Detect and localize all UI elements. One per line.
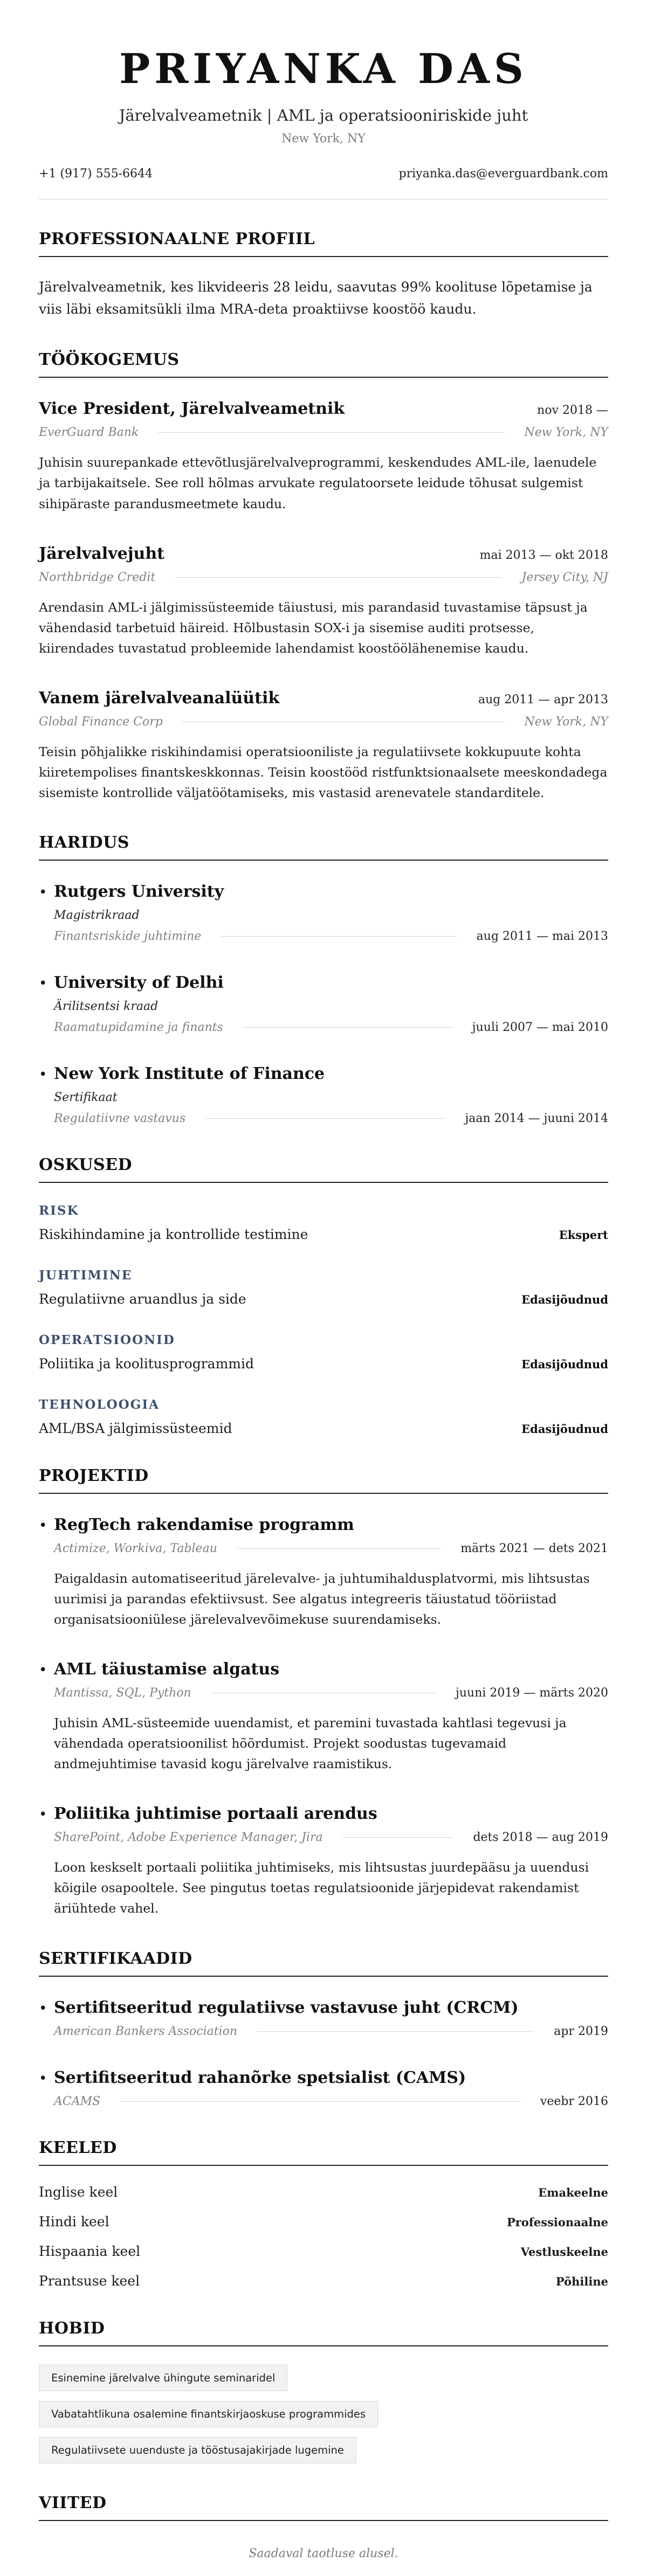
- language-name: Hindi keel: [39, 2213, 109, 2229]
- hobby-tag: Vabatahtlikuna osalemine finantskirjaoskuse programmides: [39, 2401, 378, 2427]
- certification-title: Sertifitseeritud regulatiivse vastavuse juht (CRCM): [54, 1998, 519, 2017]
- degree: Magistrikraad: [54, 908, 140, 922]
- bullet-icon: •: [39, 1517, 47, 1534]
- bullet-icon: •: [39, 1662, 47, 1679]
- project-entry: [39, 1515, 608, 1630]
- candidate-location: New York, NY: [281, 132, 366, 146]
- leader-line: [342, 1837, 454, 1838]
- job-company: Global Finance Corp: [39, 715, 163, 729]
- skill-level: Ekspert: [559, 1228, 608, 1242]
- skill-name: AML/BSA jälgimissüsteemid: [39, 1420, 232, 1436]
- project-entry: [39, 1804, 608, 1919]
- language-level: Vestluskeelne: [520, 2245, 608, 2259]
- certification-entry: [39, 2068, 608, 2108]
- references-text: Saadaval taotluse alusel.: [249, 2546, 398, 2560]
- skill-name: Riskihindamine ja kontrollide testimine: [39, 1226, 308, 1242]
- language-name: Prantsuse keel: [39, 2273, 140, 2289]
- section-heading: HARIDUS: [39, 833, 608, 861]
- section-heading: SERTIFIKAADID: [39, 1949, 608, 1977]
- projects-section: [39, 1466, 608, 1919]
- certification-date: veebr 2016: [540, 2094, 608, 2108]
- project-entry: [39, 1660, 608, 1774]
- school-name: New York Institute of Finance: [54, 1064, 325, 1083]
- leader-line: [175, 577, 502, 578]
- project-description: Loon keskselt portaali poliitika juhtimiseks, mis lihtsustas juurdepääsu ja uuendusi kõigile osapooltele. See pingutus toetas regulatsioonide järjepidevat rakendamist äriühtede vahel.: [54, 1860, 589, 1916]
- profile-text: Järelvalveametnik, kes likvideeris 28 leidu, saavutas 99% koolituse lõpetamise ja viis läbi eksamitsükli ilma MRA-deta proaktiivse koostöö kaudu.: [39, 279, 593, 317]
- school-name: Rutgers University: [54, 882, 224, 901]
- education-section: [39, 833, 608, 1125]
- skill-group: [39, 1333, 608, 1372]
- leader-line: [221, 936, 457, 937]
- skill-level: Edasijõudnud: [521, 1357, 608, 1371]
- job-entry: [39, 689, 608, 803]
- certification-entry: [39, 1998, 608, 2038]
- language-row: [39, 2214, 608, 2229]
- job-description: Juhisin suurepankade ettevõtlusjärelvalveprogrammi, keskendudes AML-ile, laenudele ja tarbijakaitsele. See roll hõlmas arvukate regulatoorsete leidude tõhusat sulgemist sihipäraste parandusmeetmete kaudu.: [39, 455, 597, 511]
- bullet-icon: •: [39, 2000, 47, 2017]
- skill-category: TEHNOLOOGIA: [39, 1397, 160, 1412]
- skill-category: JUHTIMINE: [39, 1268, 133, 1283]
- skill-group: [39, 1268, 608, 1307]
- education-entry: [39, 973, 608, 1034]
- section-heading: VIITED: [39, 2494, 608, 2521]
- skills-section: [39, 1155, 608, 1436]
- skill-name: Poliitika ja koolitusprogrammid: [39, 1355, 254, 1372]
- hobby-list: [39, 2365, 608, 2463]
- section-heading: KEELED: [39, 2138, 608, 2166]
- references-section: [39, 2494, 608, 2560]
- field-of-study: Raamatupidamine ja finants: [54, 1020, 223, 1034]
- field-of-study: Regulatiivne vastavus: [54, 1111, 186, 1125]
- bullet-icon: •: [39, 1066, 47, 1083]
- hobbies-section: [39, 2319, 608, 2463]
- certification-issuer: ACAMS: [54, 2094, 101, 2108]
- section-heading: TÖÖKOGEMUS: [39, 350, 608, 378]
- bullet-icon: •: [39, 1806, 47, 1823]
- candidate-title: Järelvalveametnik | AML ja operatsiooniriskide juht: [119, 106, 528, 125]
- certification-title: Sertifitseeritud rahanõrke spetsialist (CAMS): [54, 2068, 466, 2087]
- project-tools: Actimize, Workiva, Tableau: [54, 1541, 217, 1555]
- education-dates: aug 2011 — mai 2013: [476, 929, 608, 943]
- language-level: Professionaalne: [507, 2215, 608, 2229]
- language-row: [39, 2243, 608, 2259]
- language-level: Põhiline: [555, 2274, 608, 2288]
- project-dates: märts 2021 — dets 2021: [460, 1541, 608, 1555]
- language-row: [39, 2273, 608, 2289]
- leader-line: [158, 432, 505, 433]
- certification-issuer: American Bankers Association: [54, 2024, 238, 2038]
- experience-section: [39, 350, 608, 803]
- section-heading: HOBID: [39, 2319, 608, 2346]
- skill-group: [39, 1203, 608, 1242]
- degree: Sertifikaat: [54, 1090, 118, 1104]
- language-row: [39, 2184, 608, 2200]
- job-description: Arendasin AML-i jälgimissüsteemide täiustusi, mis parandasid tuvastamise täpsust ja vähendasid tarbetuid häireid. Hõlbustasin SOX-i ja sisemise auditi protsesse, kiirendades tuvastatud probleemide lahendamist koostöölähenemise kaudu.: [39, 599, 588, 656]
- language-list: [39, 2184, 608, 2289]
- leader-line: [257, 2031, 534, 2032]
- leader-line: [243, 1027, 453, 1028]
- job-location: New York, NY: [524, 715, 608, 729]
- job-entry: [39, 399, 608, 514]
- language-name: Hispaania keel: [39, 2243, 141, 2259]
- project-dates: juuni 2019 — märts 2020: [456, 1686, 608, 1700]
- leader-line: [120, 2101, 521, 2102]
- skill-level: Edasijõudnud: [521, 1422, 608, 1436]
- leader-line: [205, 1118, 445, 1119]
- school-name: University of Delhi: [54, 973, 224, 992]
- project-title: AML täiustamise algatus: [54, 1660, 280, 1679]
- profile-section: [39, 230, 608, 320]
- project-description: Paigaldasin automatiseeritud järelevalve- ja juhtumihaldusplatvormi, mis lihtsustas uurimisi ja parandas efektiivsust. See algatus integreeris täiustatud tööriistad organisatsiooniülese järelevalvevõimekuse suurendamiseks.: [54, 1570, 590, 1628]
- degree: Ärilitsentsi kraad: [54, 999, 159, 1013]
- section-heading: PROJEKTID: [39, 1466, 608, 1494]
- job-dates: aug 2011 — apr 2013: [478, 693, 608, 707]
- hobby-tag: Esinemine järelvalve ühingute seminaridel: [39, 2365, 287, 2391]
- education-entry: [39, 882, 608, 943]
- section-heading: PROFESSIONAALNE PROFIIL: [39, 230, 608, 257]
- education-dates: jaan 2014 — juuni 2014: [465, 1111, 608, 1125]
- job-title: Vice President, Järelvalveametnik: [39, 399, 345, 419]
- job-title: Järelvalvejuht: [39, 544, 165, 563]
- skill-category: OPERATSIOONID: [39, 1332, 175, 1347]
- job-title: Vanem järelvalveanalüütik: [39, 688, 280, 708]
- candidate-name: PRIYANKA DAS: [119, 45, 528, 93]
- bullet-icon: •: [39, 884, 47, 901]
- field-of-study: Finantsriskide juhtimine: [54, 929, 202, 943]
- job-location: New York, NY: [524, 426, 608, 440]
- job-dates: nov 2018 —: [537, 404, 608, 418]
- project-description: Juhisin AML-süsteemide uuendamist, et paremini tuvastada kahtlasi tegevusi ja vähendada operatsioonilist hõõrdumist. Projekt soodustas tugevamaid andmejuhtimise tavasid kogu järelvalve raamistikus.: [54, 1715, 567, 1772]
- skill-name: Regulatiivne aruandlus ja side: [39, 1291, 246, 1307]
- languages-section: [39, 2138, 608, 2289]
- language-name: Inglise keel: [39, 2184, 118, 2200]
- project-tools: Mantissa, SQL, Python: [54, 1686, 191, 1700]
- job-company: EverGuard Bank: [39, 426, 139, 440]
- bullet-icon: •: [39, 975, 47, 992]
- job-company: Northbridge Credit: [39, 570, 156, 584]
- contact-row: [39, 167, 608, 199]
- education-dates: juuli 2007 — mai 2010: [472, 1020, 608, 1034]
- job-location: Jersey City, NJ: [521, 570, 608, 584]
- certification-date: apr 2019: [554, 2024, 608, 2038]
- skill-category: RISK: [39, 1203, 79, 1218]
- education-entry: [39, 1064, 608, 1125]
- language-level: Emakeelne: [538, 2185, 608, 2199]
- job-description: Teisin põhjalikke riskihindamisi operatsiooniliste ja regulatiivsete kokkupuute kohta kiiretempolises finantskeskkonnas. Teisin koostööd ristfunktsionaalsete meeskondadega sisemiste kontrollide väljatöötamiseks, mis vastasid arenevatele standarditele.: [39, 744, 608, 800]
- email-address[interactable]: priyanka.das@everguardbank.com: [398, 167, 608, 181]
- skill-group: [39, 1397, 608, 1436]
- job-dates: mai 2013 — okt 2018: [479, 548, 608, 562]
- bullet-icon: •: [39, 2070, 47, 2087]
- job-entry: [39, 544, 608, 659]
- section-heading: OSKUSED: [39, 1155, 608, 1183]
- skill-level: Edasijõudnud: [521, 1292, 608, 1306]
- project-tools: SharePoint, Adobe Experience Manager, Jira: [54, 1831, 323, 1845]
- leader-line: [237, 1548, 441, 1549]
- certifications-section: [39, 1949, 608, 2108]
- project-dates: dets 2018 — aug 2019: [473, 1831, 608, 1845]
- project-title: RegTech rakendamise programm: [54, 1515, 354, 1534]
- hobby-tag: Regulatiivsete uuenduste ja tööstusajakirjade lugemine: [39, 2437, 356, 2463]
- project-title: Poliitika juhtimise portaali arendus: [54, 1804, 377, 1824]
- phone-number: +1 (917) 555-6644: [39, 167, 153, 181]
